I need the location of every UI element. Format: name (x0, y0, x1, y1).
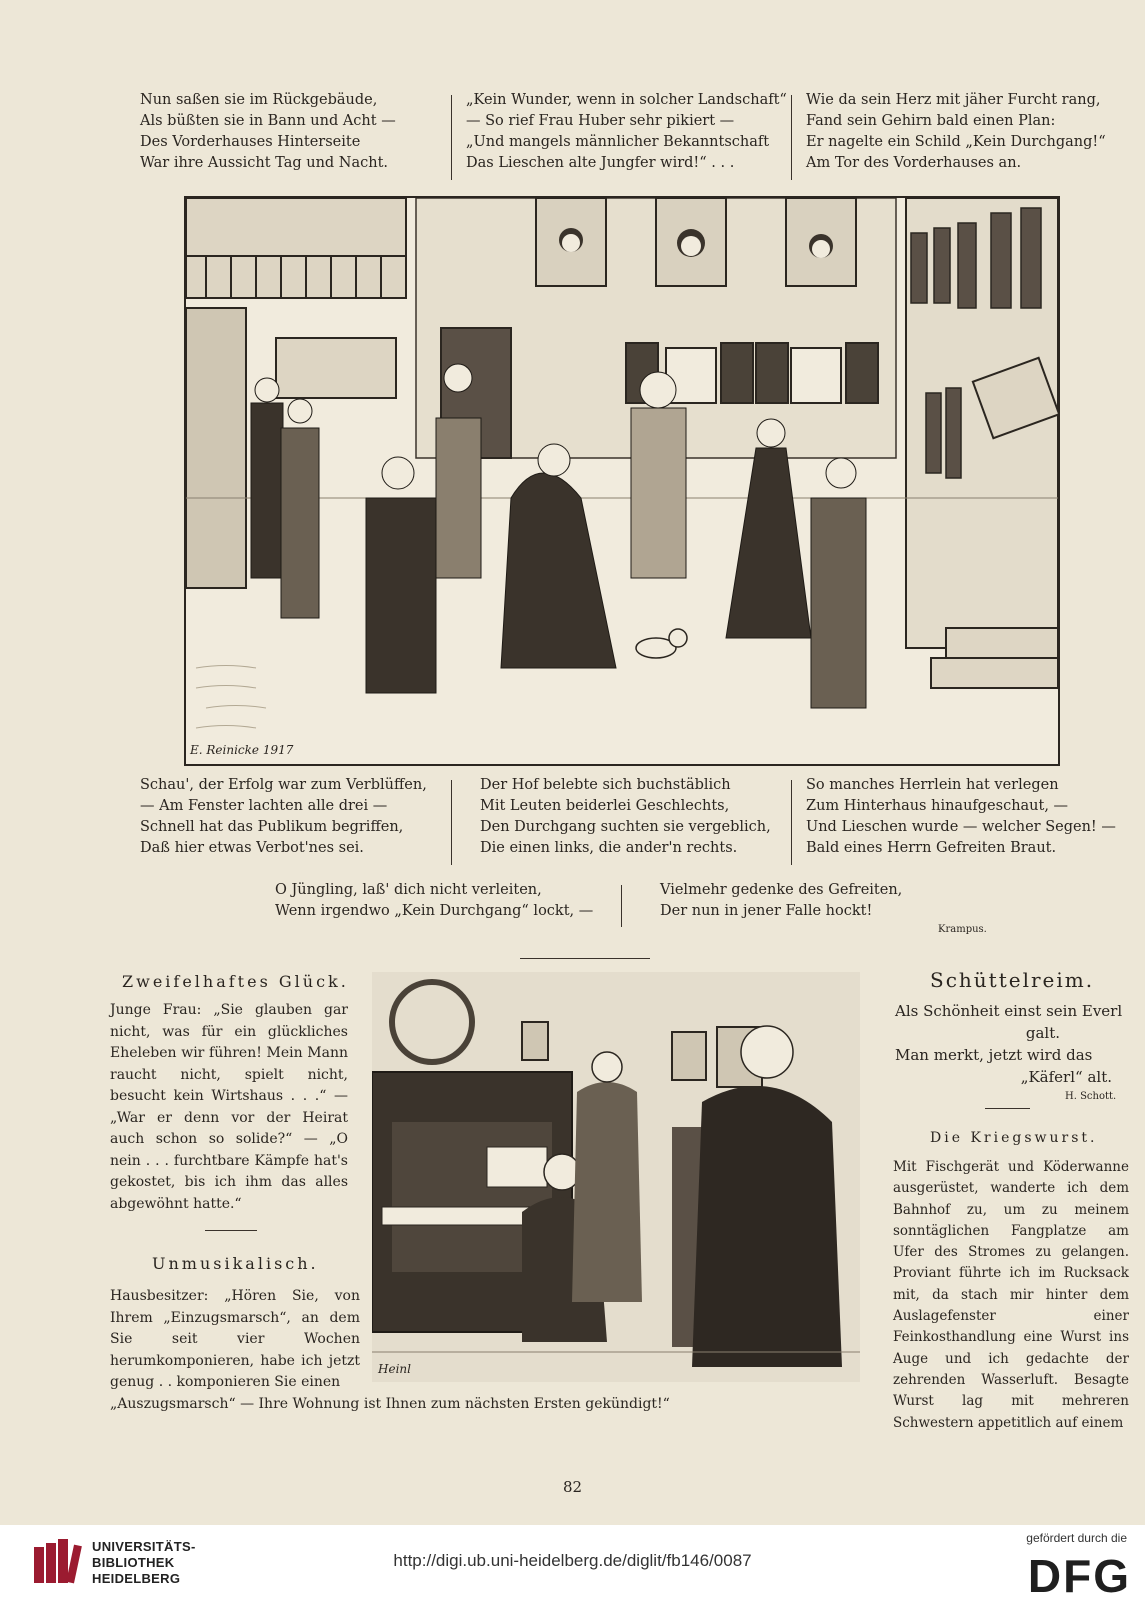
verse-line: Vielmehr gedenke des Gefreiten, (660, 882, 903, 898)
verse-line: Als Schönheit einst sein Everl (895, 1002, 1123, 1020)
verse-line: Den Durchgang suchten sie vergeblich, (480, 819, 771, 835)
verse-line: Zum Hinterhaus hinaufgeschaut, — (806, 798, 1069, 814)
verse-line: War ihre Aussicht Tag und Nacht. (140, 155, 389, 171)
piano-drawing (372, 972, 860, 1382)
top-poem-col2 (466, 90, 787, 174)
poem-author: Krampus. (938, 924, 987, 935)
verse-line: Als büßten sie in Bann und Acht — (140, 113, 396, 129)
column-rule (791, 95, 792, 180)
dfg-logo: DFG (1027, 1550, 1131, 1602)
article-heading: Unmusikalisch. (152, 1254, 319, 1273)
verse-line: Und Lieschen wurde — welcher Segen! — (806, 819, 1116, 835)
closing-poem-right (660, 880, 902, 922)
illustration-signature: E. Reinicke 1917 (190, 743, 294, 757)
page-number: 82 (562, 1478, 583, 1496)
article-heading: Schüttelreim. (930, 968, 1095, 992)
verse-line: Bald eines Herrn Gefreiten Braut. (806, 840, 1057, 856)
mid-poem-col2 (480, 775, 771, 859)
verse-line: Wie da sein Herz mit jäher Furcht rang, (806, 92, 1101, 108)
section-divider (985, 1108, 1030, 1109)
verse-line: Er nagelte ein Schild „Kein Durchgang!“ (806, 134, 1106, 150)
verse-line: Fand sein Gehirn bald einen Plan: (806, 113, 1056, 129)
verse-line: So manches Herrlein hat verlegen (806, 777, 1059, 793)
verse-line: Nun saßen sie im Rückgebäude, (140, 92, 378, 108)
institution-line: HEIDELBERG (92, 1571, 181, 1586)
poem-author: H. Schott. (1065, 1091, 1117, 1102)
column-rule (451, 95, 452, 180)
mid-poem-col1 (140, 775, 427, 859)
verse-line: Der Hof belebte sich buchstäblich (480, 777, 731, 793)
illustration-signature: Heinl (378, 1362, 411, 1376)
verse-line: Man merkt, jetzt wird das (895, 1046, 1093, 1064)
verse-line: Am Tor des Vorderhauses an. (806, 155, 1022, 171)
piano-illustration (372, 972, 860, 1382)
courtyard-drawing (186, 198, 1058, 764)
verse-line: Die einen links, die ander'n rechts. (480, 840, 738, 856)
institution-line: BIBLIOTHEK (92, 1555, 175, 1570)
verse-line: Das Lieschen alte Jungfer wird!“ . . . (466, 155, 735, 171)
closing-poem-left (275, 880, 593, 922)
mid-poem-col3 (806, 775, 1116, 859)
verse-line: Mit Leuten beiderlei Geschlechts, (480, 798, 730, 814)
verse-line: „Kein Wunder, wenn in solcher Landschaft“ (466, 92, 787, 108)
verse-line: O Jüngling, laß' dich nicht verleiten, (275, 882, 542, 898)
column-rule (621, 885, 622, 927)
section-divider (205, 1230, 257, 1231)
verse-line: Schau', der Erfolg war zum Verblüffen, (140, 777, 427, 793)
column-rule (791, 780, 792, 865)
verse-line: Daß hier etwas Verbot'nes sei. (140, 840, 364, 856)
article-body-last-line: „Auszugsmarsch“ — Ihre Wohnung ist Ihnen zum nächsten Ersten gekündigt!“ (110, 1396, 670, 1412)
article-heading: Zweifelhaftes Glück. (122, 972, 349, 991)
verse-line: „Käferl“ alt. (1020, 1068, 1112, 1086)
verse-line: — Am Fenster lachten alle drei — (140, 798, 388, 814)
verse-line: „Und mangels männlicher Bekanntschaft (466, 134, 770, 150)
verse-line: — So rief Frau Huber sehr pikiert — (466, 113, 735, 129)
viewer-footer (0, 1525, 1145, 1606)
article-body: Mit Fischgerät und Köderwanne ausgerüstet, wanderte ich dem Bahnhof zu, um zu meinem sonntäglichen Fangplatze am Ufer des Stromes zu gelangen. Proviant führte ich im Rucksack mit, da stach mir hinter dem Auslagefenster einer Feinkosthandlung eine Wurst ins Auge und ich gedachte der zehrenden Wasserluft. Besagte Wurst lag mit mehreren Schwestern appetitlich auf einem (893, 1159, 1129, 1431)
courtyard-illustration (184, 196, 1060, 766)
article-heading: Die Kriegswurst. (930, 1130, 1098, 1146)
verse-line: Der nun in jener Falle hockt! (660, 903, 873, 919)
verse-line: Des Vorderhauses Hinterseite (140, 134, 361, 150)
article-body: Junge Frau: „Sie glauben gar nicht, was für ein glückliches Eheleben wir führen! Mein Mann raucht nicht, spielt nicht, besucht kein Wirtshaus . . .“ — „War er denn vor der Heirat auch schon so solide?“ — „O nein . . . furchtbare Kämpfe hat's gekostet, bis ich ihm das alles abgewöhnt hatte.“ (110, 1002, 348, 1212)
verse-line: Schnell hat das Publikum begriffen, (140, 819, 404, 835)
institution-line: UNIVERSITÄTS- (92, 1539, 196, 1554)
funded-by-label: gefördert durch die (1026, 1531, 1127, 1545)
permalink-url[interactable]: http://digi.ub.uni-heidelberg.de/diglit/fb146/0087 (393, 1551, 752, 1570)
top-poem-col1 (140, 90, 396, 174)
schuettelreim-body (895, 1000, 1130, 1088)
column-rule (451, 780, 452, 865)
verse-line: galt. (1025, 1024, 1060, 1042)
section-divider (520, 958, 650, 959)
verse-line: Wenn irgendwo „Kein Durchgang“ lockt, — (275, 903, 594, 919)
article-body: Hausbesitzer: „Hören Sie, von Ihrem „Einzugsmarsch“, an dem Sie seit vier Wochen herumkomponieren, habe ich jetzt genug . . komponieren Sie einen (110, 1288, 360, 1390)
top-poem-col3 (806, 90, 1106, 174)
